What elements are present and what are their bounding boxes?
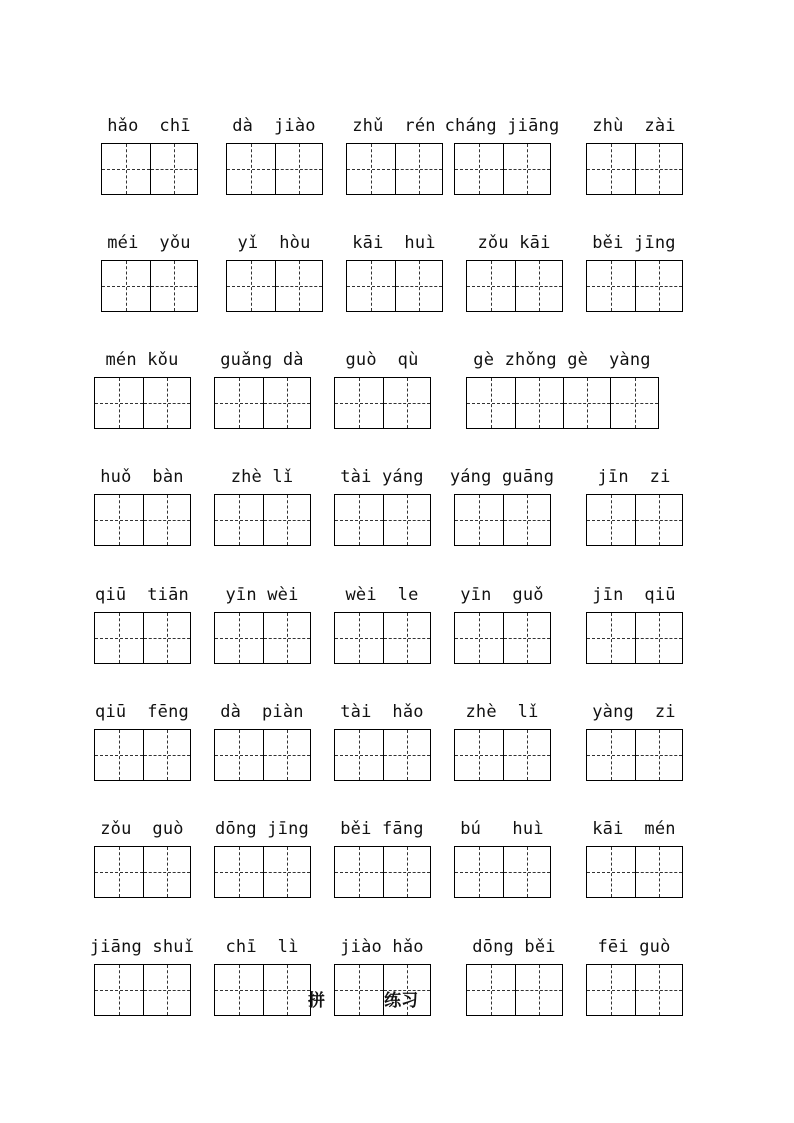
writing-cell[interactable] xyxy=(503,847,551,897)
writing-cell[interactable] xyxy=(455,495,503,545)
writing-cell[interactable] xyxy=(635,613,683,663)
writing-cell[interactable] xyxy=(383,495,431,545)
writing-cell[interactable] xyxy=(587,965,635,1015)
writing-grid[interactable] xyxy=(586,846,683,898)
writing-cell[interactable] xyxy=(455,144,503,194)
pinyin-label: yǐ hòu xyxy=(237,233,311,253)
pinyin-label: dōng běi xyxy=(472,937,556,957)
pinyin-label: chī lì xyxy=(225,937,299,957)
word-entry xyxy=(101,115,197,197)
writing-cell[interactable] xyxy=(503,730,551,780)
word-entry xyxy=(101,232,197,314)
writing-cell[interactable] xyxy=(587,847,635,897)
writing-cell[interactable] xyxy=(587,730,635,780)
pinyin-label: wèi le xyxy=(345,585,419,605)
writing-cell[interactable] xyxy=(102,144,150,194)
writing-cell[interactable] xyxy=(610,378,658,428)
writing-cell[interactable] xyxy=(143,495,191,545)
word-entry xyxy=(94,701,190,783)
word-entry xyxy=(214,936,310,1018)
word-entry xyxy=(214,349,310,431)
word-entry xyxy=(466,232,562,314)
writing-grid[interactable] xyxy=(346,143,443,195)
word-entry xyxy=(334,818,430,900)
writing-cell[interactable] xyxy=(347,261,395,311)
pinyin-label: zǒu guò xyxy=(100,819,184,839)
word-entry xyxy=(94,584,190,666)
writing-grid[interactable] xyxy=(94,612,191,664)
writing-grid[interactable] xyxy=(454,612,551,664)
writing-cell[interactable] xyxy=(455,730,503,780)
writing-cell[interactable] xyxy=(275,261,323,311)
writing-grid[interactable] xyxy=(334,846,431,898)
word-entry xyxy=(94,466,190,548)
writing-cell[interactable] xyxy=(143,965,191,1015)
pinyin-label: zhù zài xyxy=(592,116,676,136)
writing-cell[interactable] xyxy=(347,144,395,194)
writing-cell[interactable] xyxy=(455,847,503,897)
writing-cell[interactable] xyxy=(143,613,191,663)
pinyin-label: kāi mén xyxy=(592,819,676,839)
writing-grid[interactable] xyxy=(334,729,431,781)
writing-cell[interactable] xyxy=(95,378,143,428)
writing-grid[interactable] xyxy=(101,143,198,195)
pinyin-label: tài hǎo xyxy=(340,702,424,722)
word-entry xyxy=(214,818,310,900)
pinyin-label: fēi guò xyxy=(597,937,671,957)
writing-cell[interactable] xyxy=(215,965,263,1015)
writing-grid[interactable] xyxy=(586,494,683,546)
pinyin-label: kāi huì xyxy=(352,233,436,253)
word-entry xyxy=(466,936,562,1018)
pinyin-label: bú huì xyxy=(460,819,544,839)
writing-grid[interactable] xyxy=(214,612,311,664)
writing-grid[interactable] xyxy=(226,260,323,312)
writing-cell[interactable] xyxy=(95,847,143,897)
pinyin-label: cháng jiāng xyxy=(444,116,560,136)
writing-cell[interactable] xyxy=(383,613,431,663)
writing-cell[interactable] xyxy=(150,144,198,194)
word-entry xyxy=(444,115,560,197)
writing-cell[interactable] xyxy=(383,730,431,780)
pinyin-label: jīn zi xyxy=(597,467,671,487)
writing-cell[interactable] xyxy=(635,847,683,897)
writing-grid[interactable] xyxy=(466,377,659,429)
writing-grid[interactable] xyxy=(334,612,431,664)
writing-grid[interactable] xyxy=(454,143,551,195)
writing-cell[interactable] xyxy=(215,730,263,780)
writing-cell[interactable] xyxy=(635,144,683,194)
writing-cell[interactable] xyxy=(383,378,431,428)
writing-cell[interactable] xyxy=(503,613,551,663)
writing-cell[interactable] xyxy=(143,730,191,780)
writing-cell[interactable] xyxy=(395,261,443,311)
writing-grid[interactable] xyxy=(214,846,311,898)
writing-cell[interactable] xyxy=(587,144,635,194)
writing-grid[interactable] xyxy=(214,964,311,1016)
writing-cell[interactable] xyxy=(143,847,191,897)
pinyin-label: dà piàn xyxy=(220,702,304,722)
writing-cell[interactable] xyxy=(635,261,683,311)
pinyin-label: gè zhǒng gè yàng xyxy=(473,350,651,370)
writing-cell[interactable] xyxy=(263,378,311,428)
pinyin-label: jiāng shuǐ xyxy=(89,937,195,957)
writing-grid[interactable] xyxy=(586,612,683,664)
word-entry xyxy=(226,232,322,314)
word-entry xyxy=(586,466,682,548)
writing-cell[interactable] xyxy=(395,144,443,194)
word-entry xyxy=(214,466,310,548)
writing-cell[interactable] xyxy=(95,730,143,780)
pinyin-label: qiū fēng xyxy=(95,702,189,722)
writing-grid[interactable] xyxy=(94,377,191,429)
pinyin-label: mén kǒu xyxy=(105,350,179,370)
writing-cell[interactable] xyxy=(335,378,383,428)
writing-grid[interactable] xyxy=(94,964,191,1016)
writing-cell[interactable] xyxy=(467,378,515,428)
writing-cell[interactable] xyxy=(215,613,263,663)
writing-grid[interactable] xyxy=(334,377,431,429)
writing-cell[interactable] xyxy=(95,495,143,545)
writing-cell[interactable] xyxy=(263,613,311,663)
word-entry xyxy=(334,349,430,431)
word-entry xyxy=(454,701,550,783)
pinyin-label: zhè lǐ xyxy=(465,702,539,722)
pinyin-label: huǒ bàn xyxy=(100,467,184,487)
writing-cell[interactable] xyxy=(515,378,563,428)
writing-cell[interactable] xyxy=(455,613,503,663)
writing-cell[interactable] xyxy=(503,495,551,545)
writing-cell[interactable] xyxy=(467,261,515,311)
writing-grid[interactable] xyxy=(454,494,551,546)
footer-title: 拼 练习 xyxy=(308,991,419,1011)
pinyin-label: yīn guǒ xyxy=(460,585,544,605)
writing-grid[interactable] xyxy=(586,143,683,195)
pinyin-label: guǎng dà xyxy=(220,350,304,370)
pinyin-label: qiū tiān xyxy=(95,585,189,605)
writing-grid[interactable] xyxy=(466,964,563,1016)
writing-cell[interactable] xyxy=(102,261,150,311)
writing-cell[interactable] xyxy=(635,495,683,545)
writing-cell[interactable] xyxy=(383,847,431,897)
word-entry xyxy=(334,701,430,783)
writing-grid[interactable] xyxy=(214,377,311,429)
pinyin-label: běi jīng xyxy=(592,233,676,253)
writing-cell[interactable] xyxy=(587,613,635,663)
writing-cell[interactable] xyxy=(335,495,383,545)
writing-cell[interactable] xyxy=(227,261,275,311)
word-entry xyxy=(466,349,658,431)
writing-cell[interactable] xyxy=(227,144,275,194)
writing-grid[interactable] xyxy=(94,846,191,898)
writing-cell[interactable] xyxy=(515,965,563,1015)
writing-cell[interactable] xyxy=(335,613,383,663)
word-entry xyxy=(586,584,682,666)
word-entry xyxy=(586,115,682,197)
word-entry xyxy=(334,466,430,548)
writing-grid[interactable] xyxy=(214,494,311,546)
word-entry xyxy=(586,818,682,900)
writing-cell[interactable] xyxy=(143,378,191,428)
pinyin-label: hǎo chī xyxy=(107,116,191,136)
word-entry xyxy=(449,466,555,548)
pinyin-label: jiào hǎo xyxy=(340,937,424,957)
pinyin-label: méi yǒu xyxy=(107,233,191,253)
writing-grid[interactable] xyxy=(586,964,683,1016)
word-entry xyxy=(586,936,682,1018)
word-entry xyxy=(226,115,322,197)
writing-cell[interactable] xyxy=(215,495,263,545)
word-entry xyxy=(334,584,430,666)
word-entry xyxy=(346,232,442,314)
writing-grid[interactable] xyxy=(226,143,323,195)
writing-grid[interactable] xyxy=(454,729,551,781)
word-entry xyxy=(454,818,550,900)
pinyin-label: běi fāng xyxy=(340,819,424,839)
writing-grid[interactable] xyxy=(334,494,431,546)
pinyin-label: zhè lǐ xyxy=(230,467,294,487)
writing-cell[interactable] xyxy=(335,847,383,897)
word-entry xyxy=(214,584,310,666)
word-entry xyxy=(454,584,550,666)
pinyin-label: zhǔ rén xyxy=(352,116,436,136)
pinyin-label: jīn qiū xyxy=(592,585,676,605)
writing-cell[interactable] xyxy=(635,965,683,1015)
pinyin-label: dà jiào xyxy=(232,116,316,136)
pinyin-label: yáng guāng xyxy=(449,467,555,487)
writing-cell[interactable] xyxy=(215,847,263,897)
writing-grid[interactable] xyxy=(586,260,683,312)
word-entry xyxy=(586,701,682,783)
writing-cell[interactable] xyxy=(563,378,611,428)
writing-cell[interactable] xyxy=(335,730,383,780)
word-entry xyxy=(94,349,190,431)
writing-grid[interactable] xyxy=(101,260,198,312)
writing-cell[interactable] xyxy=(263,495,311,545)
writing-cell[interactable] xyxy=(150,261,198,311)
word-entry xyxy=(586,232,682,314)
writing-grid[interactable] xyxy=(586,729,683,781)
writing-grid[interactable] xyxy=(94,729,191,781)
pinyin-label: dōng jīng xyxy=(215,819,309,839)
pinyin-label: zǒu kāi xyxy=(477,233,551,253)
writing-cell[interactable] xyxy=(587,261,635,311)
writing-cell[interactable] xyxy=(215,378,263,428)
writing-grid[interactable] xyxy=(466,260,563,312)
writing-grid[interactable] xyxy=(346,260,443,312)
word-entry xyxy=(89,936,195,1018)
writing-grid[interactable] xyxy=(214,729,311,781)
writing-cell[interactable] xyxy=(263,965,311,1015)
pinyin-label: yīn wèi xyxy=(225,585,299,605)
writing-cell[interactable] xyxy=(275,144,323,194)
writing-cell[interactable] xyxy=(95,613,143,663)
word-entry xyxy=(94,818,190,900)
writing-cell[interactable] xyxy=(95,965,143,1015)
pinyin-label: yàng zi xyxy=(592,702,676,722)
writing-grid[interactable] xyxy=(94,494,191,546)
writing-cell[interactable] xyxy=(503,144,551,194)
writing-cell[interactable] xyxy=(635,730,683,780)
pinyin-label: tài yáng xyxy=(340,467,424,487)
writing-cell[interactable] xyxy=(263,847,311,897)
word-entry xyxy=(346,115,442,197)
writing-grid[interactable] xyxy=(454,846,551,898)
word-entry xyxy=(214,701,310,783)
pinyin-label: guò qù xyxy=(345,350,419,370)
writing-cell[interactable] xyxy=(467,965,515,1015)
writing-cell[interactable] xyxy=(515,261,563,311)
writing-cell[interactable] xyxy=(263,730,311,780)
writing-cell[interactable] xyxy=(587,495,635,545)
